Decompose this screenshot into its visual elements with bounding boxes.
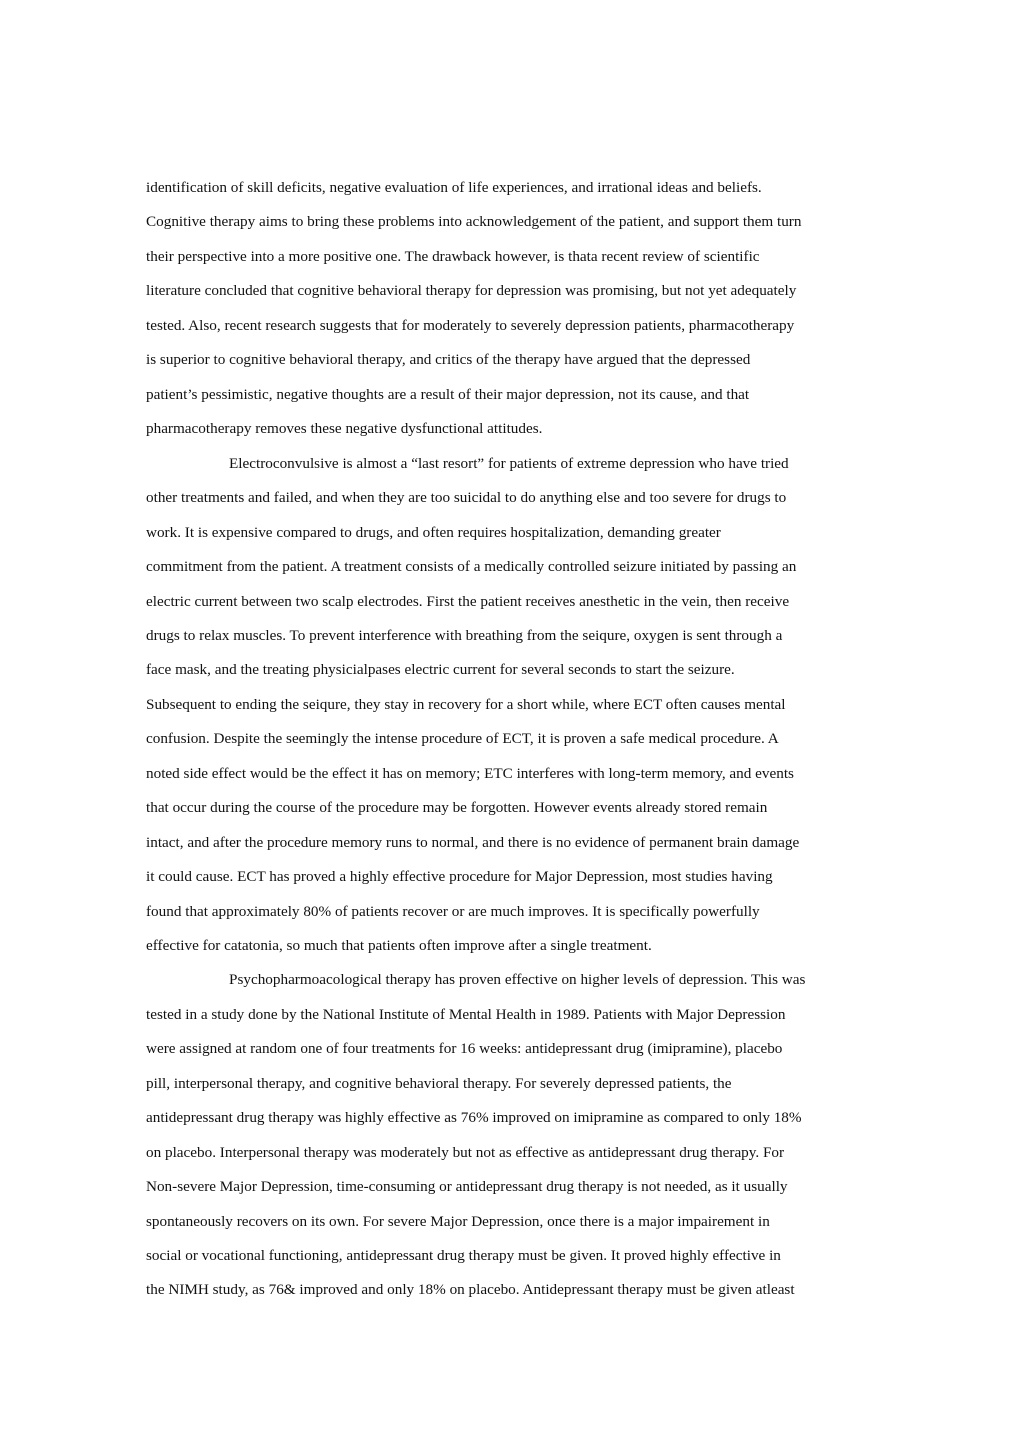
text-line: face mask, and the treating physicialpases electric current for several seconds to start the seizure. (146, 661, 735, 678)
text-line: patient’s pessimistic, negative thoughts are a result of their major depression, not its cause, and that (146, 386, 750, 403)
text-line: other treatments and failed, and when they are too suicidal to do anything else and too severe for drugs to (146, 489, 787, 506)
text-line: identification of skill deficits, negative evaluation of life experiences, and irrational ideas and beliefs. (146, 179, 762, 196)
text-line: work. It is expensive compared to drugs, and often requires hospitalization, demanding greater (146, 524, 721, 541)
text-line: pharmacotherapy removes these negative dysfunctional attitudes. (146, 420, 543, 437)
text-line: drugs to relax muscles. To prevent interference with breathing from the seiqure, oxygen is sent through a (146, 627, 783, 644)
text-line: Cognitive therapy aims to bring these problems into acknowledgement of the patient, and support them turn (146, 213, 802, 230)
text-line: pill, interpersonal therapy, and cognitive behavioral therapy. For severely depressed patients, the (146, 1075, 732, 1092)
text-line: noted side effect would be the effect it has on memory; ETC interferes with long-term memory, and events (146, 765, 794, 782)
paragraph-first-line: Electroconvulsive is almost a “last resort” for patients of extreme depression who have tried (229, 455, 789, 472)
text-line: their perspective into a more positive one. The drawback however, is thata recent review of scientific (146, 248, 760, 265)
text-line: antidepressant drug therapy was highly effective as 76% improved on imipramine as compared to only 18% (146, 1109, 802, 1126)
text-line: spontaneously recovers on its own. For severe Major Depression, once there is a major impairement in (146, 1213, 770, 1230)
text-line: Non-severe Major Depression, time-consuming or antidepressant drug therapy is not needed, as it usually (146, 1178, 788, 1195)
text-line: found that approximately 80% of patients recover or are much improves. It is specifically powerfully (146, 903, 760, 920)
text-line: commitment from the patient. A treatment consists of a medically controlled seizure initiated by passing an (146, 558, 797, 575)
text-line: tested in a study done by the National Institute of Mental Health in 1989. Patients with Major Depression (146, 1006, 786, 1023)
text-line: it could cause. ECT has proved a highly effective procedure for Major Depression, most studies having (146, 868, 773, 885)
text-line: tested. Also, recent research suggests that for moderately to severely depression patients, pharmacotherapy (146, 317, 795, 334)
text-line: electric current between two scalp electrodes. First the patient receives anesthetic in the vein, then receive (146, 593, 790, 610)
text-line: effective for catatonia, so much that patients often improve after a single treatment. (146, 937, 652, 954)
text-line: Subsequent to ending the seiqure, they stay in recovery for a short while, where ECT often causes mental (146, 696, 786, 713)
text-line: were assigned at random one of four treatments for 16 weeks: antidepressant drug (imipramine), placebo (146, 1040, 783, 1057)
text-line: confusion. Despite the seemingly the intense procedure of ECT, it is proven a safe medical procedure. A (146, 730, 779, 747)
text-line: intact, and after the procedure memory runs to normal, and there is no evidence of permanent brain damage (146, 834, 800, 851)
paragraph-first-line: Psychopharmoacological therapy has proven effective on higher levels of depression. This was (229, 971, 806, 988)
text-line: is superior to cognitive behavioral therapy, and critics of the therapy have argued that the depressed (146, 351, 751, 368)
text-line: social or vocational functioning, antidepressant drug therapy must be given. It proved highly effective in (146, 1247, 781, 1264)
text-line: literature concluded that cognitive behavioral therapy for depression was promising, but not yet adequately (146, 282, 797, 299)
text-line: on placebo. Interpersonal therapy was moderately but not as effective as antidepressant drug therapy. For (146, 1144, 785, 1161)
text-line: the NIMH study, as 76& improved and only 18% on placebo. Antidepressant therapy must be given atleast (146, 1281, 795, 1298)
text-line: that occur during the course of the procedure may be forgotten. However events already stored remain (146, 799, 768, 816)
